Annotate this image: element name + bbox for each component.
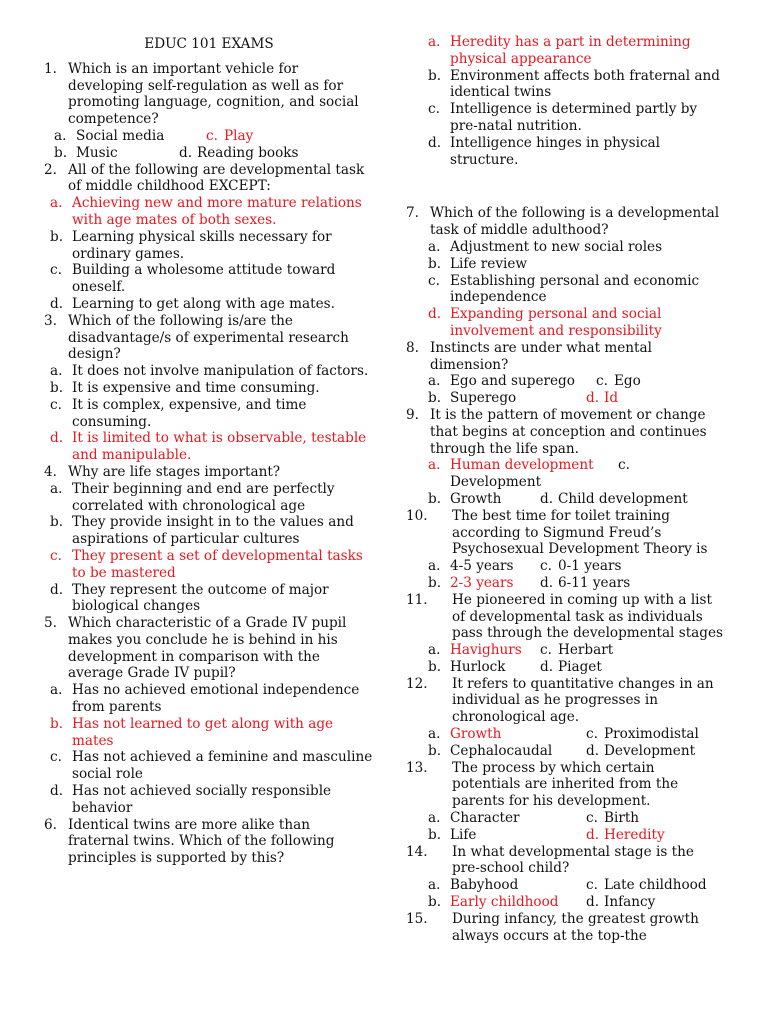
option-letter: c. <box>50 749 62 766</box>
options-row <box>428 877 724 894</box>
question-number: 3. <box>44 312 57 329</box>
option-text: Child development <box>558 490 688 507</box>
options-row <box>54 128 374 145</box>
option-letter: d. <box>540 490 554 507</box>
option-text: 0-1 years <box>558 558 622 575</box>
left-column <box>44 34 374 867</box>
option-text: Life <box>450 826 477 843</box>
question-text: Which characteristic of a Grade IV pupil makes you conclude he is behind in his development in comparison with the average Grade IV pupil? <box>68 615 347 682</box>
answer-option <box>428 34 724 68</box>
question-number: 13. <box>406 759 428 776</box>
option-letter: a. <box>50 682 63 699</box>
option-text: Achieving new and more mature relations with age mates of both sexes. <box>72 195 362 228</box>
answer-option <box>50 548 374 582</box>
answer-text: Early childhood <box>450 894 559 911</box>
question-5 <box>44 615 374 682</box>
answer-text: 2-3 years <box>450 574 514 591</box>
question-number: 2. <box>44 161 57 178</box>
option-text: Environment affects both fraternal and identical twins <box>450 67 720 101</box>
options-row <box>428 390 724 407</box>
option-text: Social media <box>76 127 165 144</box>
option-letter: d. <box>428 134 442 151</box>
answer-option <box>50 430 374 464</box>
question-1 <box>44 61 374 128</box>
question-number: 6. <box>44 816 57 833</box>
question-text: It is the pattern of movement or change that begins at conception and continues through the life span. <box>430 406 707 457</box>
option-text: They provide insight in to the values and aspirations of particular cultures <box>72 514 354 548</box>
spacer <box>406 168 724 205</box>
option <box>50 397 374 431</box>
exam-title: EDUC 101 EXAMS <box>144 36 274 52</box>
option-text: Music <box>76 144 118 161</box>
option-text: Development <box>604 742 696 759</box>
option-text: Proximodistal <box>604 726 699 743</box>
option <box>428 239 724 256</box>
question-text: Which of the following is a developmental task of middle adulthood? <box>430 205 720 239</box>
option-letter: b. <box>50 379 64 396</box>
options-row <box>428 726 724 743</box>
option-letter: a. <box>50 195 63 212</box>
option <box>428 256 724 273</box>
option-text: Cephalocaudal <box>450 742 553 759</box>
option-text: It is limited to what is observable, testable and manipulable. <box>72 430 367 464</box>
option-letter: c. <box>586 810 598 827</box>
question-11 <box>406 592 724 642</box>
option-text: Hurlock <box>450 658 506 675</box>
question-15 <box>406 911 724 945</box>
answer-text: Heredity <box>604 826 665 843</box>
option-letter: d. <box>50 581 64 598</box>
option-letter: c. <box>586 877 598 894</box>
question-12 <box>406 676 724 726</box>
answer-option <box>428 306 724 340</box>
options-row <box>428 659 724 676</box>
answer-option <box>50 716 374 750</box>
option-text: Has no achieved emotional independence from parents <box>72 682 360 716</box>
option-letter: b. <box>50 514 64 531</box>
options-row <box>428 894 724 911</box>
question-8 <box>406 340 724 374</box>
option <box>50 481 374 515</box>
option <box>50 514 374 548</box>
question-number: 9. <box>406 406 419 423</box>
option <box>428 135 724 169</box>
option-letter: a. <box>428 726 441 743</box>
option-letter: d. <box>179 144 193 161</box>
option-text: Reading books <box>197 144 299 161</box>
answer-letter: d. <box>586 826 600 843</box>
option-letter: d. <box>50 430 64 447</box>
answer-letter: c. <box>206 127 218 144</box>
option-letter: d. <box>50 295 64 312</box>
option-letter: d. <box>540 574 554 591</box>
options-row <box>428 373 724 390</box>
options-row <box>428 491 724 508</box>
right-column <box>406 34 724 944</box>
option-text: Birth <box>604 810 640 827</box>
question-text: Which is an important vehicle for developing self-regulation as well as for promoting language, cognition, and social competence? <box>68 60 359 128</box>
option-text: Life review <box>450 255 528 272</box>
option-letter: b. <box>428 255 442 272</box>
question-text: He pioneered in coming up with a list of developmental task as individuals pass through the developmental stages <box>452 591 723 642</box>
question-number: 11. <box>406 591 428 608</box>
question-2 <box>44 162 374 196</box>
question-number: 1. <box>44 60 57 77</box>
option-letter: c. <box>540 558 552 575</box>
option-text: Ego and superego <box>450 373 575 390</box>
option <box>428 101 724 135</box>
options-row <box>428 642 724 659</box>
option <box>428 68 724 102</box>
option <box>50 783 374 817</box>
option-text: Late childhood <box>604 877 707 894</box>
option-text: Heredity has a part in determining physical appearance <box>450 34 691 67</box>
option-letter: a. <box>50 480 63 497</box>
option-letter: c. <box>428 272 440 289</box>
option <box>50 262 374 296</box>
answer-text: Growth <box>450 726 502 743</box>
option-letter: d. <box>586 742 600 759</box>
options-row <box>428 558 724 575</box>
question-number: 4. <box>44 463 57 480</box>
option-letter: d. <box>540 658 554 675</box>
option <box>50 749 374 783</box>
option-text: 6-11 years <box>558 574 631 591</box>
option-letter: a. <box>428 877 441 894</box>
question-text: Instincts are under what mental dimension? <box>430 339 652 373</box>
option <box>50 582 374 616</box>
option-letter: d. <box>586 894 600 911</box>
option-letter: b. <box>428 67 442 84</box>
answer-option <box>50 195 374 229</box>
option <box>50 380 374 397</box>
options-row <box>428 575 724 592</box>
question-text: All of the following are developmental task of middle childhood EXCEPT: <box>68 161 365 195</box>
question-7 <box>406 205 724 239</box>
question-text: Identical twins are more alike than fraternal twins. Which of the following principles is supported by this? <box>68 816 335 867</box>
option-letter: b. <box>50 228 64 245</box>
answer-letter: a. <box>428 457 441 474</box>
option-text: Adjustment to new social roles <box>450 238 663 255</box>
question-4 <box>44 464 374 481</box>
question-number: 8. <box>406 339 419 356</box>
option-text: They present a set of developmental tasks to be mastered <box>72 547 363 581</box>
question-text: The process by which certain potentials are inherited from the parents for his development. <box>452 759 679 810</box>
question-text: It refers to quantitative changes in an individual as he progresses in chronological age. <box>452 675 714 726</box>
option <box>50 229 374 263</box>
option <box>50 296 374 313</box>
option <box>50 682 374 716</box>
option-text: Has not achieved a feminine and masculine social role <box>72 749 373 783</box>
question-14 <box>406 844 724 878</box>
option-letter: a. <box>50 363 63 380</box>
option-letter: a. <box>428 810 441 827</box>
option-spacer <box>428 474 450 491</box>
question-text: During infancy, the greatest growth always occurs at the top-the <box>452 910 699 944</box>
question-text: Why are life stages important? <box>68 463 281 480</box>
option-letter: a. <box>428 642 441 659</box>
options-row <box>428 743 724 760</box>
option-text: Infancy <box>604 894 656 911</box>
option-letter: d. <box>50 783 64 800</box>
option <box>428 273 724 307</box>
option-text: Intelligence hinges in physical structure. <box>450 134 661 168</box>
options-row <box>54 145 374 162</box>
option-text: Learning physical skills necessary for ordinary games. <box>72 228 332 262</box>
question-text: Which of the following is/are the disadvantage/s of experimental research design? <box>68 312 349 363</box>
question-10 <box>406 508 724 558</box>
option-letter: a. <box>428 34 441 50</box>
options-row <box>428 827 724 844</box>
option-text: It does not involve manipulation of factors. <box>72 363 369 380</box>
option-letter: b. <box>428 658 442 675</box>
option-letter: c. <box>50 262 62 279</box>
question-number: 14. <box>406 843 428 860</box>
question-number: 5. <box>44 615 57 632</box>
question-number: 15. <box>406 910 428 927</box>
option-letter: b. <box>54 144 68 161</box>
option-text: Piaget <box>558 658 602 675</box>
question-number: 10. <box>406 507 428 524</box>
option-text: Intelligence is determined partly by pre-natal nutrition. <box>450 101 698 134</box>
option-letter: a. <box>428 558 441 575</box>
answer-text: Havighurs <box>450 642 522 659</box>
option-text: It is complex, expensive, and time consuming. <box>72 396 307 430</box>
option-text: Character <box>450 810 520 827</box>
option-letter: b. <box>428 574 442 591</box>
option-text: Building a wholesome attitude toward oneself. <box>72 262 336 296</box>
question-number: 12. <box>406 675 428 692</box>
option-letter: c. <box>50 547 62 564</box>
answer-letter: d. <box>586 390 600 407</box>
answer-text: Human development <box>450 457 594 474</box>
option-text: Superego <box>450 390 517 407</box>
option-text: Development <box>450 474 542 491</box>
option-letter: b. <box>428 390 442 407</box>
question-3 <box>44 313 374 363</box>
option-text: Expanding personal and social involvement and responsibility <box>450 306 662 339</box>
options-row <box>428 457 724 474</box>
options-row <box>428 474 724 491</box>
option-text: They represent the outcome of major biological changes <box>72 581 329 615</box>
question-number: 7. <box>406 205 419 222</box>
option-letter: c. <box>428 101 440 118</box>
options-row <box>428 810 724 827</box>
option-letter: d. <box>428 306 442 323</box>
option <box>50 363 374 380</box>
option-text: It is expensive and time consuming. <box>72 379 320 396</box>
question-text: The best time for toilet training according to Sigmund Freud’s Psychosexual Development Theory is <box>452 507 708 558</box>
option-letter: a. <box>428 238 441 255</box>
option-text: Has not achieved socially responsible behavior <box>72 783 332 816</box>
option-text: 4-5 years <box>450 558 514 575</box>
option-letter: a. <box>428 373 441 390</box>
option-letter: b. <box>428 826 442 843</box>
answer-text: Play <box>224 127 254 144</box>
option-text: Growth <box>450 490 502 507</box>
option-text: Has not learned to get along with age mates <box>72 715 334 749</box>
option-letter: c. <box>540 642 552 659</box>
question-9 <box>406 407 724 457</box>
option-text: Herbart <box>558 642 614 659</box>
question-13 <box>406 760 724 810</box>
option-text: Ego <box>614 373 641 390</box>
option-letter: b. <box>428 894 442 911</box>
option-letter: a. <box>54 127 67 144</box>
option-text: Establishing personal and economic independence <box>450 272 700 306</box>
option-letter: b. <box>428 490 442 507</box>
question-6 <box>44 817 374 867</box>
option-text: Babyhood <box>450 877 519 894</box>
question-text: In what developmental stage is the pre-school child? <box>452 843 694 877</box>
option-letter: c. <box>586 726 598 743</box>
option-letter: c. <box>50 396 62 413</box>
option-text: Their beginning and end are perfectly correlated with chronological age <box>72 480 335 514</box>
option-letter: b. <box>428 742 442 759</box>
answer-text: Id <box>604 390 619 407</box>
option-letter: b. <box>50 715 64 732</box>
option-letter: c. <box>618 457 630 474</box>
option-letter: c. <box>596 373 608 390</box>
option-text: Learning to get along with age mates. <box>72 295 335 312</box>
